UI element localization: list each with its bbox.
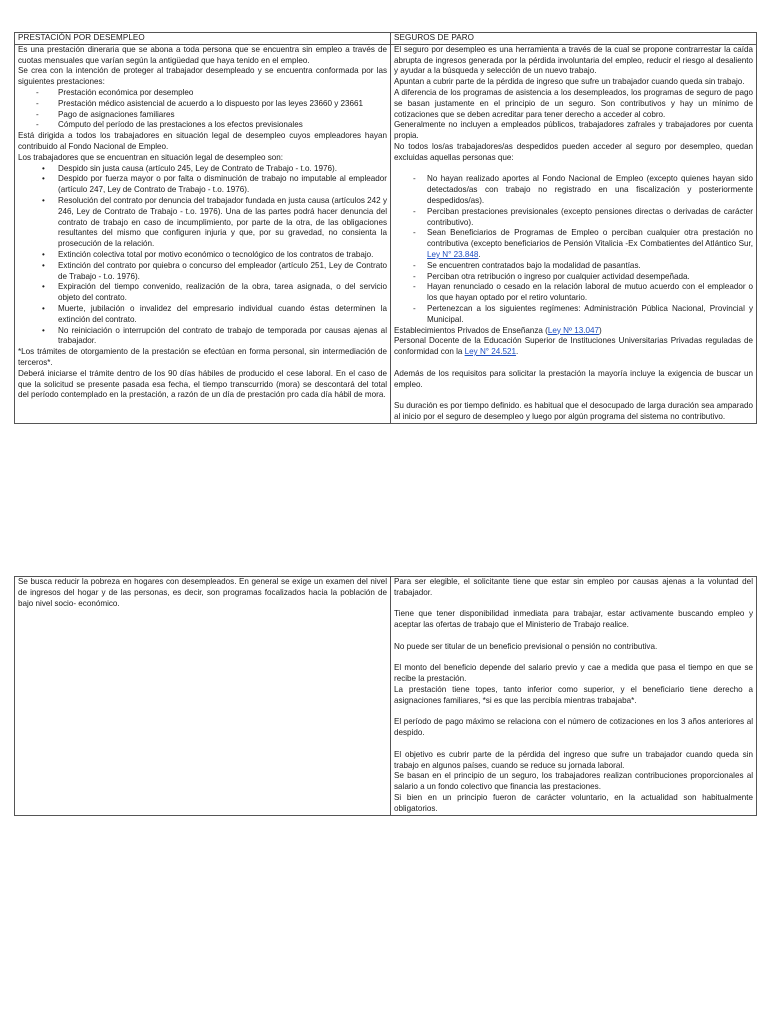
seguros-p6: Además de los requisitos para solicitar la prestación la mayoría incluye la exigencia de buscar un empleo. — [394, 368, 753, 389]
personal-docente-end: . — [516, 347, 519, 357]
asistencia-text: Se busca reducir la pobreza en hogares con desempleados. En general se exige un examen del nivel de ingresos del hogar y de las personas, es decir, son programas focalizados hacia la población de bajo nivel socio- económico. — [18, 577, 387, 608]
seguros-p2: Apuntan a cubrir parte de la pérdida de ingreso que sufre un trabajador cuando queda sin trabajo. — [394, 77, 745, 87]
comparison-table-2 — [14, 576, 757, 816]
list-item: - Prestación económica por desempleo — [18, 88, 387, 99]
prestacion-cell — [15, 44, 391, 423]
list-item: - Hayan renunciado o cesado en la relación laboral de mutuo acuerdo con el empleador o los que hayan optado por el retiro voluntario. — [394, 282, 753, 304]
tramites-note: *Los trámites de otorgamiento de la prestación se efectúan en forma personal, sin intermediación de terceros*. — [18, 347, 387, 367]
list-item: • Resolución del contrato por denuncia del trabajador fundada en justa causa (artículos 242 y 246, Ley de Contrato de Trabajo - t.o. 1976). Una de las partes podrá hacer denuncia del contrato de trabajo en caso de incumplimiento, por parte de la otra, de las obligaciones resultantes del mismo que configuren injuria y que, por su gravedad, no consienta la prosecución de la relación. — [18, 196, 387, 250]
deadline-note: Deberá iniciarse el trámite dentro de los 90 días hábiles de producido el cese laboral. En el caso de que la solicitud se presente pasada esa fecha, el tiempo transcurrido (mora) se descontará del total del período contemplado en la prestación, a razón de un día de prestación pro cada día hábil de mora. — [18, 368, 387, 400]
ley-13047-link[interactable]: Ley Nº 13.047 — [547, 325, 599, 335]
seguros-p4: Generalmente no incluyen a empleados públicos, trabajadores zafrales y trabajadores por cuenta propia. — [394, 120, 753, 141]
requisito-p3: No puede ser titular de un beneficio previsional o pensión no contributiva. — [394, 641, 658, 651]
prestacion-created: Se crea con la intención de proteger al trabajador desempleado y se encuentra conformada por las siguientes prestaciones: — [18, 66, 387, 87]
requisito-p5: La prestación tiene topes, tanto inferior como superior, y el beneficiario tiene derecho a asignaciones familiares, *si es que las percibía mientras trabajaba*. — [394, 684, 753, 705]
table-body-row — [15, 44, 757, 423]
requisito-p8: Se basan en el principio de un seguro, los trabajadores realizan contribuciones proporcionales al salario a un fondo colectivo que financia las prestaciones. — [394, 771, 753, 792]
list-item: • Despido por fuerza mayor o por falta o disminución de trabajo no imputable al empleador (artículo 247, Ley de Contrato de Trabajo - t.o. 1976). — [18, 174, 387, 196]
legal-cases-list — [18, 164, 387, 348]
list-item: • Muerte, jubilación o invalidez del empresario individual cuando éstas determinen la extinción del contrato. — [18, 304, 387, 326]
list-item: - Cómputo del período de las prestaciones a los efectos previsionales — [18, 120, 387, 131]
table-body-row — [15, 577, 757, 816]
legal-situation-intro: Los trabajadores que se encuentran en situación legal de desempleo son: — [18, 152, 284, 162]
exclusion-text: Sean Beneficiarios de Programas de Empleo o perciban cualquier otra prestación no contributiva (excepto beneficiarios de Pensión Vitalicia -Ex Combatientes del Atlántico Sur, — [427, 228, 753, 249]
requisito-p1: Para ser elegible, el solicitante tiene que estar sin empleo por causas ajenas a la voluntad del trabajador. — [394, 577, 753, 597]
table-header-row — [15, 33, 757, 45]
requisitos-cell — [391, 577, 757, 816]
seguros-p5: No todos los/as trabajadores/as despedidos pueden acceder al seguro por desempleo, quedan excluidas aquellas personas que: — [394, 141, 753, 162]
asistencia-cell — [15, 577, 391, 816]
seguros-p7: Su duración es por tiempo definido. es habitual que el desocupado de larga duración sea amparado al inicio por el seguro de desempleo y luego por algún programa del sistema no contributivo. — [394, 401, 753, 421]
requisito-p7: El objetivo es cubrir parte de la pérdida del ingreso que sufre un trabajador cuando queda sin trabajo en algunos países, cuando se reduce su jornada laboral. — [394, 749, 753, 770]
requisito-p4: El monto del beneficio depende del salario previo y cae a medida que pasa el tiempo en que se recibe la prestación. — [394, 663, 753, 684]
requisito-p6: El período de pago máximo se relaciona con el número de cotizaciones en los 3 años anteriores al despido. — [394, 717, 753, 738]
establecimientos-line — [394, 326, 753, 337]
exclusion-end: . — [478, 249, 481, 259]
seguros-p1: El seguro por desempleo es una herramienta a través de la cual se propone contrarrestar la caída abrupta de ingresos generada por la pérdida involuntaria del empleo, reducir el riesgo al desaliento y ayudar a la búsqueda y selección de un nuevo trabajo. — [394, 44, 753, 76]
ley-23848-link[interactable]: Ley N° 23.848 — [427, 249, 479, 259]
ley-24521-link[interactable]: Ley N° 24.521 — [464, 347, 517, 357]
prestacion-directed: Está dirigida a todos los trabajadores en situación legal de desempleo cuyos empleadores hayan contribuido al Fondo Nacional de Empleo. — [18, 131, 387, 151]
list-item — [394, 228, 753, 260]
list-item: • No reiniciación o interrupción del contrato de trabajo de temporada por causas ajenas al trabajador. — [18, 326, 387, 348]
list-item: - Prestación médico asistencial de acuerdo a lo dispuesto por las leyes 23660 y 23661 — [18, 99, 387, 110]
personal-docente-text: Personal Docente de la Educación Superior de Instituciones Universitarias Privadas reguladas de conformidad con la — [394, 336, 753, 357]
establecimientos-end: ) — [598, 325, 602, 335]
requisito-p2: Tiene que tener disponibilidad inmediata para trabajar, estar activamente buscando empleo y aceptar las ofertas de trabajo que el Ministerio de Trabajo realice. — [394, 609, 753, 630]
seguros-cell — [391, 44, 757, 423]
list-item: - Perciban otra retribución o ingreso por cualquier actividad desempeñada. — [394, 272, 753, 283]
header-seguros: SEGUROS DE PARO — [391, 33, 757, 45]
establecimientos-text: Establecimientos Privados de Enseñanza ( — [394, 325, 548, 335]
list-item: - Pertenezcan a los siguientes regímenes: Administración Pública Nacional, Provincial y Municipal. — [394, 304, 753, 326]
list-item: - Se encuentren contratados bajo la modalidad de pasantías. — [394, 261, 753, 272]
list-item: • Extinción colectiva total por motivo económico o tecnológico de los contratos de trabajo. — [18, 250, 387, 261]
exclusions-list — [394, 174, 753, 325]
list-item: - Pago de asignaciones familiares — [18, 110, 387, 121]
list-item: - No hayan realizado aportes al Fondo Nacional de Empleo (excepto quienes hayan sido detectados/as con trabajo no registrado en una fiscalización y posteriormente despedidos/as). — [394, 174, 753, 206]
requisito-p9: Si bien en un principio fueron de carácter voluntario, en la actualidad son habitualmente obligatorios. — [394, 792, 753, 813]
benefits-list — [18, 88, 387, 131]
personal-docente-line — [394, 336, 753, 358]
list-item: • Extinción del contrato por quiebra o concurso del empleador (artículo 251, Ley de Contrato de Trabajo - t.o. 1976). — [18, 261, 387, 283]
prestacion-intro: Es una prestación dineraria que se abona a toda persona que se encuentra sin empleo a través de cuotas mensuales que varían según la antigüedad que haya tenido en el empleo. — [18, 44, 387, 65]
header-prestacion: PRESTACIÓN POR DESEMPLEO — [15, 33, 391, 45]
list-item: • Despido sin justa causa (artículo 245, Ley de Contrato de Trabajo - t.o. 1976). — [18, 164, 387, 175]
comparison-table-1 — [14, 32, 757, 424]
list-item: - Perciban prestaciones previsionales (excepto pensiones directas o derivadas de carácter contributivo). — [394, 207, 753, 229]
list-item: • Expiración del tiempo convenido, realización de la obra, tarea asignada, o del servicio objeto del contrato. — [18, 282, 387, 304]
seguros-p3: A diferencia de los programas de asistencia a los desempleados, los programas de seguro de pago se basan justamente en el principio de un seguro. Son contributivos y hay un mínimo de cotizaciones que se deben acreditar para tener derecho a acceder al cobro. — [394, 87, 753, 119]
